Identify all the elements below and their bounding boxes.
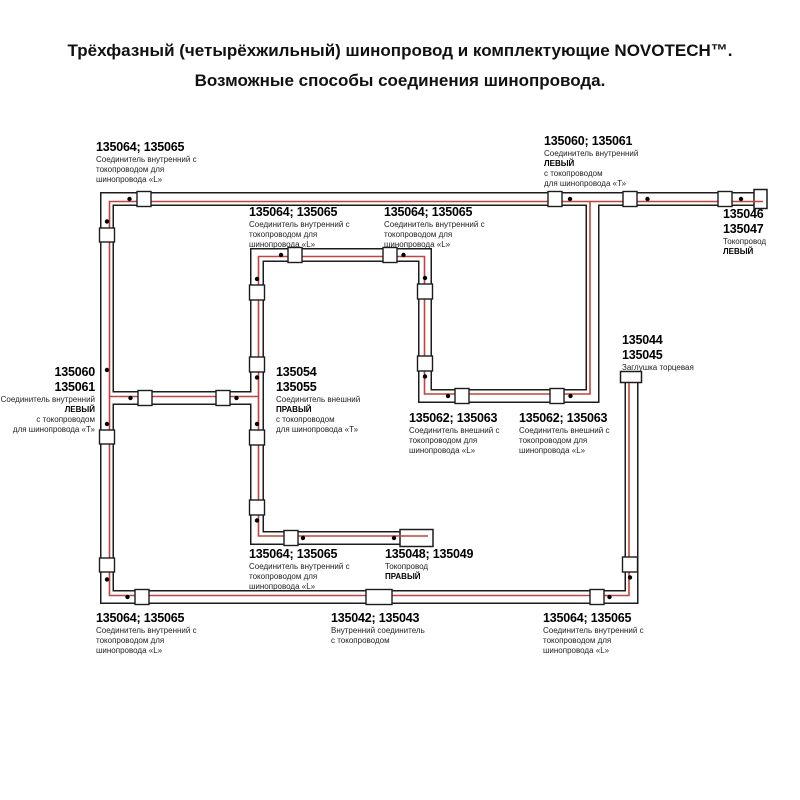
junction-dot [392, 536, 396, 540]
junction-dot [255, 518, 259, 522]
label-coupler-inner-left-T-side: 135060 135061 Соединитель внутренний ЛЕВЫЙ с токопроводом для шинопровода «Т» [0, 365, 95, 434]
junction-dot [125, 595, 129, 599]
connector-box [623, 192, 637, 207]
connector-box [100, 430, 115, 444]
junction-dot [628, 575, 632, 579]
junction-dot [255, 422, 259, 426]
connector-box [137, 192, 151, 207]
junction-dot [423, 374, 427, 378]
part-number: 135064; 135065 [96, 140, 185, 154]
connector-box [623, 557, 638, 572]
junction-dot [105, 422, 109, 426]
junction-dot [105, 577, 109, 581]
feed-left-cap [754, 190, 767, 209]
junction-dot [128, 396, 132, 400]
connector-box [100, 228, 115, 242]
connector-box [548, 192, 562, 207]
part-number: 135060; 135061 [544, 134, 633, 148]
connector-box [250, 500, 265, 515]
junction-dot [234, 396, 238, 400]
part-number: 135064; 135065 [96, 611, 185, 625]
title-line-2: Возможные способы соединения шинопровода. [194, 71, 606, 90]
junction-dot [301, 536, 305, 540]
connector-box [284, 531, 298, 546]
part-number: 135055 [276, 380, 317, 394]
junction-dot [568, 394, 572, 398]
feed-right-cap [400, 530, 433, 547]
connector-box [138, 391, 152, 406]
label-coupler-inner-L-bottom-left: 135064; 135065 Соединитель внутренний с токопроводом для шинопровода «L» [96, 611, 197, 655]
connector-box [216, 391, 230, 406]
junction-dot [568, 197, 572, 201]
label-coupler-inner-left-T-top: 135060; 135061 Соединитель внутренний ЛЕВЫЙ с токопроводом для шинопровода «Т» [544, 134, 639, 188]
part-number: 135062; 135063 [409, 411, 498, 425]
junction-dot [645, 197, 649, 201]
part-number: 135061 [54, 380, 95, 394]
title-line-1: Трёхфазный (четырёхжильный) шинопровод и комплектующие NOVOTECH™. [67, 41, 733, 60]
connector-box [418, 284, 433, 299]
part-number: 135064; 135065 [384, 205, 473, 219]
part-number: 135044 [622, 333, 663, 347]
track-interiors [107, 199, 762, 597]
connector-box [100, 558, 115, 572]
junction-dot [105, 368, 109, 372]
junction-dot [279, 253, 283, 257]
junction-dot [423, 276, 427, 280]
connector-box [418, 356, 433, 371]
part-number: 135060 [54, 365, 95, 379]
part-number: 135045 [622, 348, 663, 362]
part-number: 135064; 135065 [249, 205, 338, 219]
label-coupler-outer-L-left: 135062; 135063 Соединитель внешний с токопроводом для шинопровода «L» [409, 411, 500, 455]
label-coupler-outer-L-right: 135062; 135063 Соединитель внешний с токопроводом для шинопровода «L» [519, 411, 610, 455]
connector-box [718, 192, 732, 207]
label-coupler-inner-L-bottom-right: 135064; 135065 Соединитель внутренний с токопроводом для шинопровода «L» [543, 611, 644, 655]
label-coupler-inner-L-mid-left: 135064; 135065 Соединитель внутренний с токопроводом для шинопровода «L» [249, 205, 350, 249]
straight-coupler-box [366, 590, 392, 605]
junction-dot [127, 197, 131, 201]
connector-box [455, 389, 469, 404]
connector-box [135, 590, 149, 605]
junction-dot [739, 197, 743, 201]
part-number: 135042; 135043 [331, 611, 420, 625]
connector-box [250, 430, 265, 445]
connector-box [250, 357, 265, 372]
part-number: 135048; 135049 [385, 547, 474, 561]
connector-box [590, 590, 604, 605]
label-coupler-straight: 135042; 135043 Внутренний соединитель с токопроводом [331, 611, 425, 645]
part-number: 135062; 135063 [519, 411, 608, 425]
label-coupler-inner-L-top-left: 135064; 135065 Соединитель внутренний с токопроводом для шинопровода «L» [96, 140, 197, 184]
part-number: 135064; 135065 [249, 547, 338, 561]
part-number: 135054 [276, 365, 317, 379]
junction-dot [446, 394, 450, 398]
part-number: 135046 [723, 207, 764, 221]
connector-box [550, 389, 564, 404]
label-coupler-inner-L-mid-right: 135064; 135065 Соединитель внутренний с токопроводом для шинопровода «L» [384, 205, 485, 249]
junction-dot [255, 375, 259, 379]
label-coupler-outer-right-T: 135054 135055 Соединитель внешний ПРАВЫЙ с токопроводом для шинопровода «Т» [276, 365, 361, 434]
part-number: 135047 [723, 222, 764, 236]
label-power-feed-left: 135046 135047 Токопровод ЛЕВЫЙ [723, 207, 767, 256]
connector-box [250, 285, 265, 300]
junction-dot [607, 595, 611, 599]
junction-dot [105, 219, 109, 223]
part-number: 135064; 135065 [543, 611, 632, 625]
label-power-feed-right: 135048; 135049 Токопровод ПРАВЫЙ [385, 547, 474, 581]
label-end-cap: 135044 135045 Заглушка торцевая [622, 333, 694, 372]
label-coupler-inner-L-bottom-mid: 135064; 135065 Соединитель внутренний с токопроводом для шинопровода «L» [249, 547, 350, 591]
junction-dot [255, 277, 259, 281]
end-cap-top [621, 372, 642, 383]
junction-dot [401, 253, 405, 257]
